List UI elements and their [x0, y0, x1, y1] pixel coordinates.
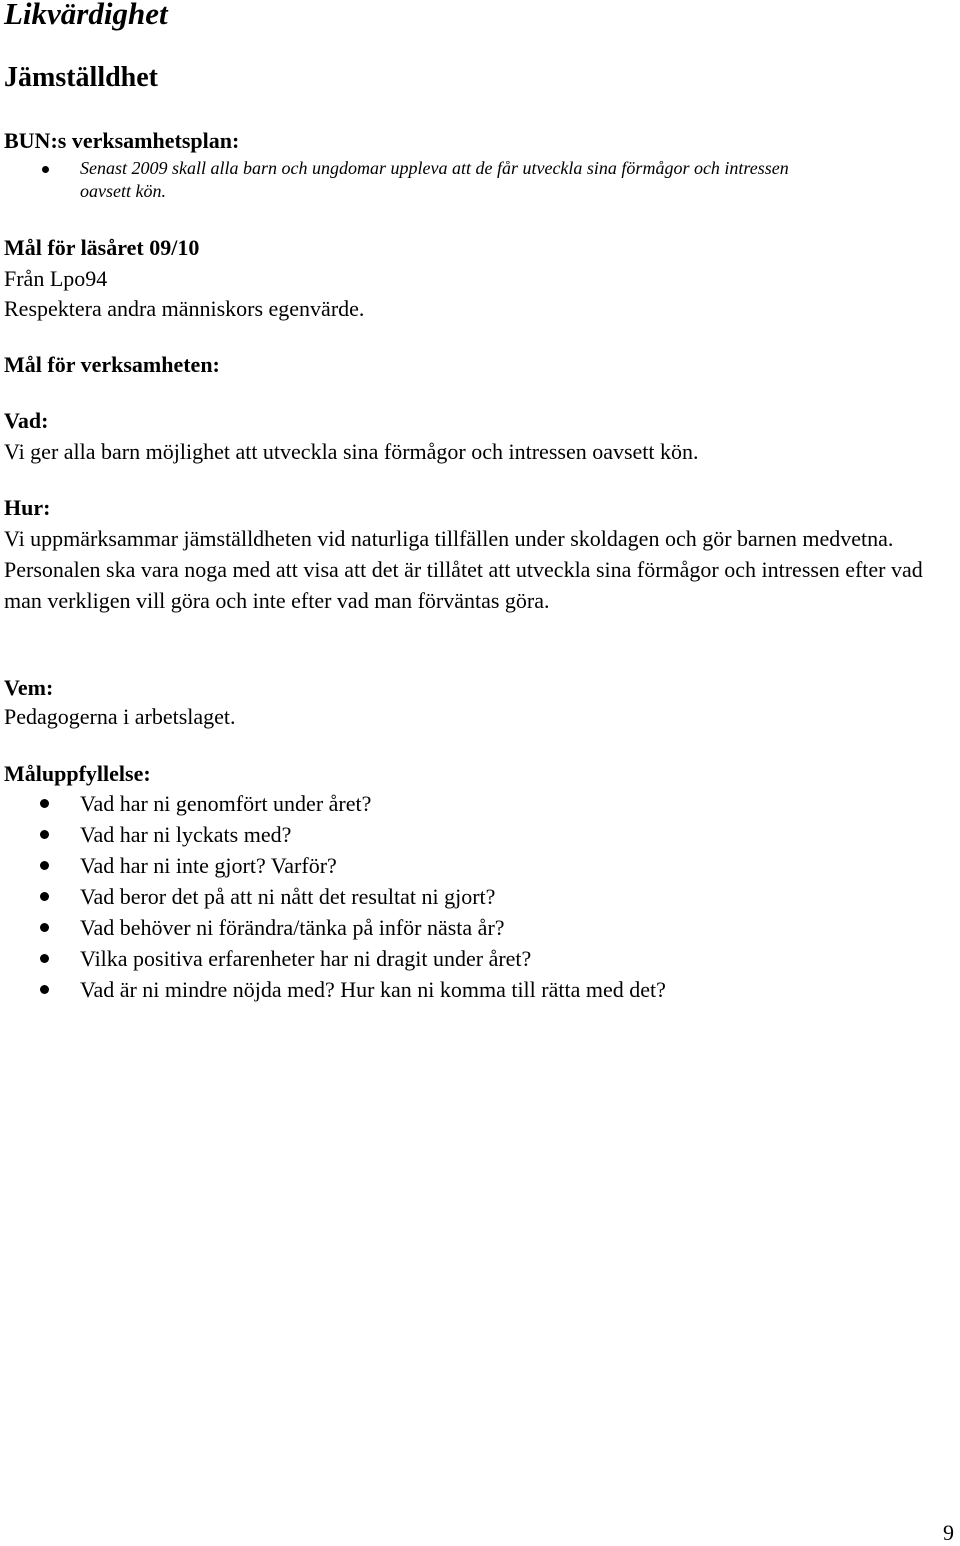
who-label: Vem: — [4, 675, 54, 700]
bullet-icon — [40, 799, 49, 808]
list-item: Vad beror det på att ni nått det resultat ni gjort? — [0, 881, 666, 912]
bullet-icon — [42, 166, 49, 173]
what-label: Vad: — [4, 408, 49, 433]
bullet-icon — [40, 954, 49, 963]
list-item: Vad har ni lyckats med? — [0, 819, 666, 850]
plan-label: BUN:s verksamhetsplan: — [4, 128, 240, 153]
plan-bullet-line-2: oavsett kön. — [80, 181, 166, 201]
activity-label: Mål för verksamheten: — [4, 352, 220, 377]
plan-bullet-text — [80, 157, 789, 203]
list-item: Vilka positiva erfarenheter har ni dragit under året? — [0, 943, 666, 974]
bullet-icon — [40, 923, 49, 932]
section-heading: Jämställdhet — [4, 62, 158, 93]
how-text: Vi uppmärksammar jämställdheten vid naturliga tillfällen under skoldagen och gör barnen medvetna. Personalen ska vara noga med att visa att det är tillåtet att utveckla sina förmågor och intressen efter vad man verkligen vill göra och inte efter vad man förväntas göra. — [4, 526, 923, 613]
what-text: Vi ger alla barn möjlighet att utveckla sina förmågor och intressen oavsett kön. — [4, 439, 699, 464]
bullet-icon — [40, 892, 49, 901]
fulfillment-label: Måluppfyllelse: — [4, 761, 151, 786]
how-label: Hur: — [4, 495, 51, 520]
goal-text: Respektera andra människors egenvärde. — [4, 296, 365, 321]
bullet-icon — [40, 861, 49, 870]
bullet-icon — [40, 830, 49, 839]
list-item: Vad har ni inte gjort? Varför? — [0, 850, 666, 881]
list-item: Vad är ni mindre nöjda med? Hur kan ni komma till rätta med det? — [0, 974, 666, 1005]
fulfillment-list — [0, 788, 666, 1005]
list-item: Vad behöver ni förändra/tänka på inför nästa år? — [0, 912, 666, 943]
goal-label: Mål för läsåret 09/10 — [4, 235, 200, 260]
plan-bullet-line-1: Senast 2009 skall alla barn och ungdomar uppleva att de får utveckla sina förmågor och intressen — [80, 158, 789, 178]
bullet-icon — [40, 985, 49, 994]
list-item: Vad har ni genomfört under året? — [0, 788, 666, 819]
who-text: Pedagogerna i arbetslaget. — [4, 704, 236, 729]
goal-source: Från Lpo94 — [4, 266, 108, 291]
document-title: Likvärdighet — [4, 0, 168, 31]
page-number: 9 — [943, 1520, 954, 1545]
